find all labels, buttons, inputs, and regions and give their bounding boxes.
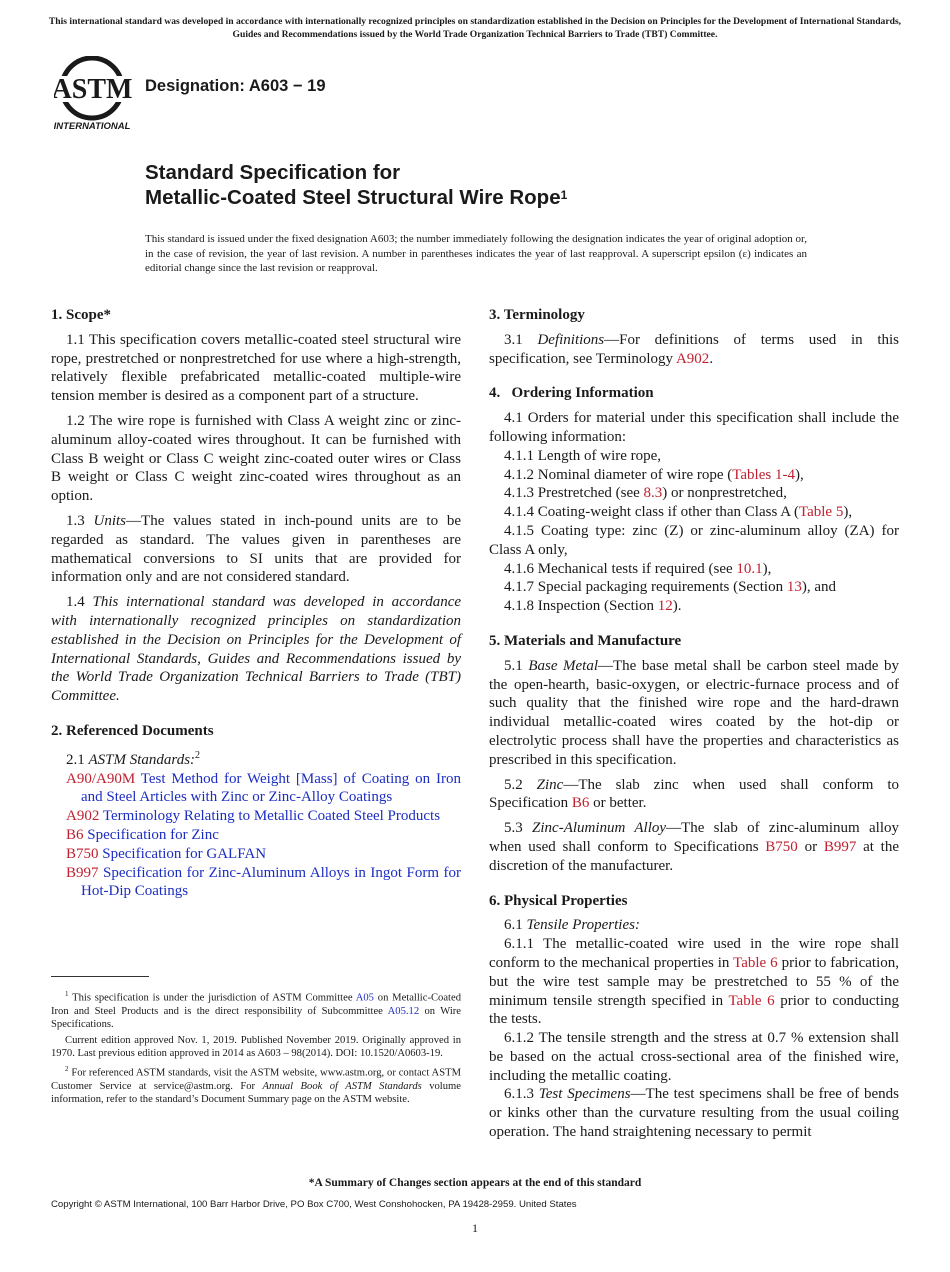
para-6-1-3: 6.1.3 Test Specimens—The test specimens shall be free of bends or kinks other than the curvature resulting from the usual coiling operation. The hand straightening necessary to permit <box>489 1086 899 1141</box>
standard-notice: This international standard was developed in accordance with internationally recognized principles on standardization established in the Decision on Principles for the Development of International Standards, Guides and Recommendations issued by the World Trade Organization Technical Barriers to Trade (TBT) Committee. <box>48 16 902 40</box>
footnote-1: $^1$ This specification is under the jurisdiction of ASTM Committee A05 on Metallic-Coated Iron and Steel Products and is the direct responsibility of Subcommittee A05.12 on Wire Specifications. <box>51 990 461 1031</box>
title-line-1: Standard Specification for <box>145 161 401 184</box>
link-section-13[interactable]: 13 <box>786 579 802 596</box>
para-4-1-1: 4.1.1 Length of wire rope, <box>504 447 662 464</box>
summary-of-changes-note: *A Summary of Changes section appears at the end of this standard <box>308 1177 642 1189</box>
link-table-5[interactable]: Table 5 <box>798 504 844 521</box>
designation: Designation: A603 − 19 <box>145 77 326 95</box>
reference-b6[interactable]: B6 Specification for Zinc <box>66 826 219 843</box>
link-8-3[interactable]: 8.3 <box>643 485 663 502</box>
link-a05-12[interactable]: A05.12 <box>387 1005 420 1017</box>
title-footnote-mark[interactable]: 1 <box>560 188 568 202</box>
section-6-heading: 6. Physical Properties <box>489 892 628 909</box>
para-1-3: 1.3 Units—The values stated in inch-pound units are to be regarded as standard. The values given in parentheses are mathematical conversions to SI units that are provided for information only and are not considered standard. <box>51 512 461 586</box>
para-5-1: 5.1 Base Metal—The base metal shall be carbon steel made by the open-hearth, basic-oxygen, or electric-furnace process and of such quality that the finished wire rope and the hard-drawn individual metallic-coated wires coated by the hot-dip or electrolytic process shall have the properties and characteristics as prescribed in this specification. <box>489 657 900 768</box>
para-3-1: 3.1 Definitions—For definitions of terms used in this specification, see Terminology A902. <box>489 331 899 367</box>
section-5-heading: 5. Materials and Manufacture <box>489 632 682 649</box>
link-a05[interactable]: A05 <box>355 992 374 1004</box>
intro-paragraph: This standard is issued under the fixed designation A603; the number immediately following the designation indicates the year of original adoption or, in the case of revision, the year of last revision. A number in parentheses indicates the year of last reapproval. A superscript epsilon (ε) indicates an editorial change since the last revision or reapproval. <box>145 233 807 275</box>
para-4-1: 4.1 Orders for material under this specification shall include the following information: <box>489 410 899 445</box>
astm-logo <box>54 56 134 132</box>
footnote-2: $^2$ For referenced ASTM standards, visit the ASTM website, www.astm.org, or contact ASTM Customer Service at service@astm.org. For Annual Book of ASTM Standards volume information, refer to the standard’s Document Summary page on the ASTM website. <box>51 1064 461 1105</box>
svg-text:INTERNATIONAL: INTERNATIONAL <box>54 121 131 132</box>
para-4-1-8: 4.1.8 Inspection (Section 12). <box>504 598 682 615</box>
para-6-1: 6.1 Tensile Properties: <box>504 917 640 934</box>
section-4-heading: 4. Ordering Information <box>489 385 654 402</box>
para-1-4: 1.4 This international standard was developed in accordance with internationally recognized principles on standardization established in the Decision on Principles for the Development of International Standards, Guides and Recommendations issued by the World Trade Organization Technical Barriers to Trade (TBT) Committee. <box>51 594 462 705</box>
link-b997[interactable]: B997 <box>823 838 857 855</box>
document-title <box>145 160 567 210</box>
link-table-6-a[interactable]: Table 6 <box>733 954 778 971</box>
left-column <box>51 306 461 901</box>
link-b6[interactable]: B6 <box>571 795 590 812</box>
para-5-3: 5.3 Zinc-Aluminum Alloy—The slab of zinc-aluminum alloy when used shall conform to Specifications B750 or B997 at the discretion of the manufacturer. <box>489 820 900 874</box>
right-column <box>489 306 899 1142</box>
section-1-heading: 1. Scope* <box>51 307 111 323</box>
link-b750[interactable]: B750 <box>765 838 798 855</box>
link-a902[interactable]: A902 <box>675 350 710 367</box>
footnote-divider <box>51 976 149 977</box>
section-3-heading: 3. Terminology <box>489 307 585 323</box>
reference-a902[interactable]: A902 Terminology Relating to Metallic Coated Steel Products <box>66 808 441 825</box>
para-6-1-2: 6.1.2 The tensile strength and the stress at 0.7 % extension shall be based on the actual cross-sectional area of the finished wire, including the metallic coating. <box>489 1030 899 1084</box>
para-4-1-5: 4.1.5 Coating type: zinc (Z) or zinc-aluminum alloy (ZA) for Class A only, <box>489 522 899 558</box>
reference-b750[interactable]: B750 Specification for GALFAN <box>66 845 267 862</box>
svg-text:ASTM: ASTM <box>54 74 133 105</box>
page-number: 1 <box>472 1221 478 1235</box>
copyright: Copyright © ASTM International, 100 Barr Harbor Drive, PO Box C700, West Conshohocken, PA 19428-2959. United States <box>51 1199 577 1210</box>
footnotes <box>51 988 461 1108</box>
reference-b997[interactable]: B997 Specification for Zinc-Aluminum Alloys in Ingot Form for Hot-Dip Coatings <box>66 864 461 900</box>
para-6-1-1: 6.1.1 The metallic-coated wire used in the wire rope shall conform to the mechanical properties in Table 6 prior to fabrication, but the wire test sample may be prestretched to 55 % of the minimum tensile strength specified in Table 6 prior to conducting the tests. <box>489 936 899 1028</box>
para-4-1-2: 4.1.2 Nominal diameter of wire rope (Tables 1-4), <box>504 466 804 483</box>
reference-a90[interactable]: A90/A90M Test Method for Weight [Mass] of Coating on Iron and Steel Articles with Zinc or Zinc-Alloy Coatings <box>66 770 461 806</box>
section-2-heading: 2. Referenced Documents <box>51 722 214 739</box>
link-tables-1-4[interactable]: Tables 1-4 <box>732 466 795 483</box>
para-4-1-6: 4.1.6 Mechanical tests if required (see 10.1), <box>504 560 772 577</box>
para-4-1-3: 4.1.3 Prestretched (see 8.3) or nonprestretched, <box>504 485 787 502</box>
para-4-1-7: 4.1.7 Special packaging requirements (Section 13), and <box>504 579 836 596</box>
link-table-6-b[interactable]: Table 6 <box>728 992 775 1009</box>
para-2-1: 2.1 ASTM Standards:$^2$ <box>66 749 201 768</box>
title-line-2: Metallic-Coated Steel Structural Wire Rope$^1$ <box>145 186 568 209</box>
footnote-1-edition: Current edition approved Nov. 1, 2019. Published November 2019. Originally approved in 1970. Last previous edition approved in 2014 as A603 – 98(2014). DOI: 10.1520/A0603-19. <box>51 1034 461 1060</box>
para-1-2: 1.2 The wire rope is furnished with Class A weight zinc or zinc-aluminum alloy-coated wires throughout. It can be furnished with Class B weight or Class C weight zinc-coated outer wires or Class B weight or Class C weight zinc-coated wires throughout as an option. <box>51 412 461 505</box>
link-section-12[interactable]: 12 <box>657 598 673 615</box>
para-4-1-4: 4.1.4 Coating-weight class if other than Class A (Table 5), <box>504 504 853 521</box>
para-5-2: 5.2 Zinc—The slab zinc when used shall conform to Specification B6 or better. <box>489 776 900 812</box>
para-1-1: 1.1 This specification covers metallic-coated steel structural wire rope, prestretched or nonprestretched for use where a high-strength, relatively flexible prefabricated metallic-coated multiple-wire tension member is desired as a component part of a structure. <box>51 331 461 405</box>
link-10-1[interactable]: 10.1 <box>736 560 763 577</box>
